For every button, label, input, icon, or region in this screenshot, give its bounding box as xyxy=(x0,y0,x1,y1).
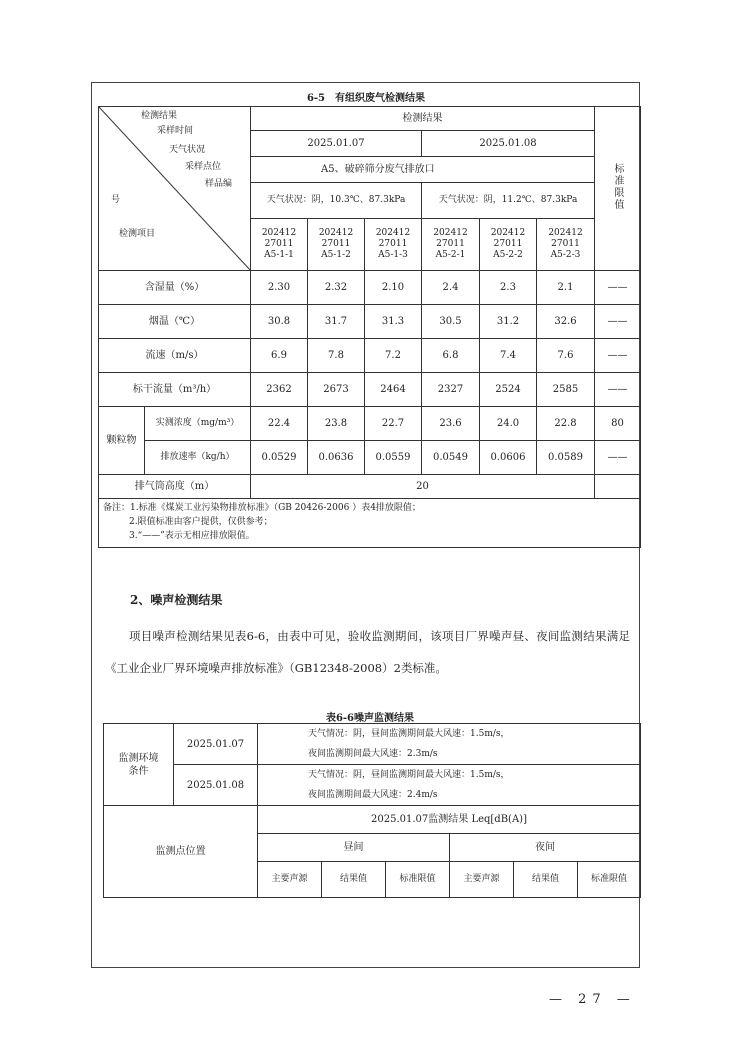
sub-header: 主要声源 xyxy=(450,862,514,898)
sample-id: 202412 27011 A5-2-2 xyxy=(480,219,537,271)
limit-value: —— xyxy=(595,339,641,373)
row-label: 流速（m/s） xyxy=(99,339,251,373)
night-header: 夜间 xyxy=(450,834,641,862)
cell-value: 0.0636 xyxy=(308,441,365,475)
limit-value: —— xyxy=(595,271,641,305)
table-row xyxy=(99,373,641,407)
cell-value: 2.10 xyxy=(365,271,422,305)
env-label: 监测环境条件 xyxy=(104,724,174,806)
diag-label: 样品编 xyxy=(205,179,233,189)
page-number: — 27 — xyxy=(549,992,636,1007)
cell-value: 7.8 xyxy=(308,339,365,373)
weather-night: 夜间监测期间最大风速：2.4m/s xyxy=(308,790,438,800)
row-label: 烟温（℃） xyxy=(99,305,251,339)
noise-table xyxy=(103,723,641,898)
env-weather xyxy=(258,724,641,765)
row-label: 实测浓度（mg/m³） xyxy=(145,407,251,441)
table-row xyxy=(99,407,641,441)
point-label: 监测点位置 xyxy=(104,806,258,898)
cell-value: 0.0549 xyxy=(422,441,480,475)
cell-value: 32.6 xyxy=(537,305,595,339)
limit-value: —— xyxy=(595,305,641,339)
weather-day: 天气情况：阴，昼间监测期间最大风速：1.5m/s， xyxy=(308,770,510,780)
table-row xyxy=(99,475,641,499)
note-line: 3.“——”表示无相应排放限值。 xyxy=(129,531,255,541)
day-header: 昼间 xyxy=(258,834,450,862)
row-label: 排气筒高度（m） xyxy=(99,475,251,499)
cell-value: 23.8 xyxy=(308,407,365,441)
cell-value: 6.8 xyxy=(422,339,480,373)
weather-night: 夜间监测期间最大风速：2.3m/s xyxy=(308,749,438,759)
cell-value: 30.8 xyxy=(251,305,308,339)
section-heading: 2、噪声检测结果 xyxy=(130,593,223,607)
note-line: 2.限值标准由客户提供，仅供参考； xyxy=(129,517,273,527)
row-label: 含湿量（%） xyxy=(99,271,251,305)
cell-value: 31.3 xyxy=(365,305,422,339)
table2-title: 表6-6噪声监测结果 xyxy=(325,713,415,724)
limit-value: 80 xyxy=(595,407,641,441)
sample-id: 202412 27011 A5-2-3 xyxy=(537,219,595,271)
weather-cell: 天气状况：阴，10.3℃、87.3kPa xyxy=(251,183,422,219)
sample-id: 202412 27011 A5-2-1 xyxy=(422,219,480,271)
env-date: 2025.01.07 xyxy=(174,724,258,765)
cell-value: 0.0559 xyxy=(365,441,422,475)
limit-value: —— xyxy=(595,373,641,407)
cell-value: 7.6 xyxy=(537,339,595,373)
limit-value: —— xyxy=(595,441,641,475)
cell-value: 0.0606 xyxy=(480,441,537,475)
cell-value: 7.2 xyxy=(365,339,422,373)
table-row xyxy=(99,271,641,305)
row-label: 标干流量（m³/h） xyxy=(99,373,251,407)
cell-value: 31.7 xyxy=(308,305,365,339)
cell-value: 2.1 xyxy=(537,271,595,305)
cell-value: 6.9 xyxy=(251,339,308,373)
diag-label: 采样时间 xyxy=(157,126,194,136)
limit-header: 标准限值 xyxy=(595,107,641,271)
env-date: 2025.01.08 xyxy=(174,765,258,806)
cell-value: 22.8 xyxy=(537,407,595,441)
cell-value: 2362 xyxy=(251,373,308,407)
weather-cell: 天气状况：阴，11.2℃、87.3kPa xyxy=(422,183,595,219)
env-weather xyxy=(258,765,641,806)
row-label: 排放速率（kg/h） xyxy=(145,441,251,475)
cell-value: 2327 xyxy=(422,373,480,407)
pm-label: 颗粒物 xyxy=(99,407,145,475)
sub-header: 标准限值 xyxy=(578,862,641,898)
cell-value: 22.4 xyxy=(251,407,308,441)
cell-value: 0.0529 xyxy=(251,441,308,475)
cell-value: 2464 xyxy=(365,373,422,407)
sub-header: 结果值 xyxy=(514,862,578,898)
cell-value: 2.32 xyxy=(308,271,365,305)
date-cell: 2025.01.08 xyxy=(422,131,595,157)
emission-table xyxy=(98,106,641,548)
note-line: 备注：1.标准《煤炭工业污染物排放标准》（GB 20426-2006 ）表4排放限值； xyxy=(103,503,421,513)
cell-value: 2.4 xyxy=(422,271,480,305)
cell-value: 2585 xyxy=(537,373,595,407)
sample-id: 202412 27011 A5-1-2 xyxy=(308,219,365,271)
result-header: 2025.01.07监测结果 Leq[dB(A)] xyxy=(258,806,641,834)
diag-label: 号 xyxy=(111,195,121,205)
table1-title: 6-5 有组织废气检测结果 xyxy=(306,93,426,104)
notes-cell xyxy=(99,499,641,548)
diag-label: 检测结果 xyxy=(141,111,178,121)
cell-value: 2.30 xyxy=(251,271,308,305)
cell-value: 2.3 xyxy=(480,271,537,305)
sample-id: 202412 27011 A5-1-3 xyxy=(365,219,422,271)
limit-value xyxy=(595,475,641,499)
table-row xyxy=(99,339,641,373)
cell-value: 31.2 xyxy=(480,305,537,339)
cell-value: 2524 xyxy=(480,373,537,407)
diag-label: 天气状况 xyxy=(169,145,206,155)
diag-label: 采样点位 xyxy=(185,162,222,172)
results-header: 检测结果 xyxy=(251,107,595,131)
cell-value: 2673 xyxy=(308,373,365,407)
date-cell: 2025.01.07 xyxy=(251,131,422,157)
cell-value: 20 xyxy=(251,475,595,499)
diag-label: 检测项目 xyxy=(119,229,156,239)
table-row xyxy=(99,441,641,475)
cell-value: 22.7 xyxy=(365,407,422,441)
cell-value: 23.6 xyxy=(422,407,480,441)
table-row xyxy=(99,305,641,339)
sub-header: 主要声源 xyxy=(258,862,322,898)
weather-day: 天气情况：阴，昼间监测期间最大风速：1.5m/s， xyxy=(308,729,510,739)
section-paragraph: 项目噪声检测结果见表6-6，由表中可见，验收监测期间，该项目厂界噪声昼、夜间监测结果满足《工业企业厂界环境噪声排放标准》（GB12348-2008）2类标准。 xyxy=(105,629,630,675)
location-cell: A5、破碎筛分废气排放口 xyxy=(251,157,595,183)
sub-header: 标准限值 xyxy=(386,862,450,898)
diagonal-header-cell xyxy=(99,107,251,271)
notes-row xyxy=(99,499,641,548)
cell-value: 24.0 xyxy=(480,407,537,441)
sample-id: 202412 27011 A5-1-1 xyxy=(251,219,308,271)
cell-value: 7.4 xyxy=(480,339,537,373)
cell-value: 0.0589 xyxy=(537,441,595,475)
cell-value: 30.5 xyxy=(422,305,480,339)
sub-header: 结果值 xyxy=(322,862,386,898)
